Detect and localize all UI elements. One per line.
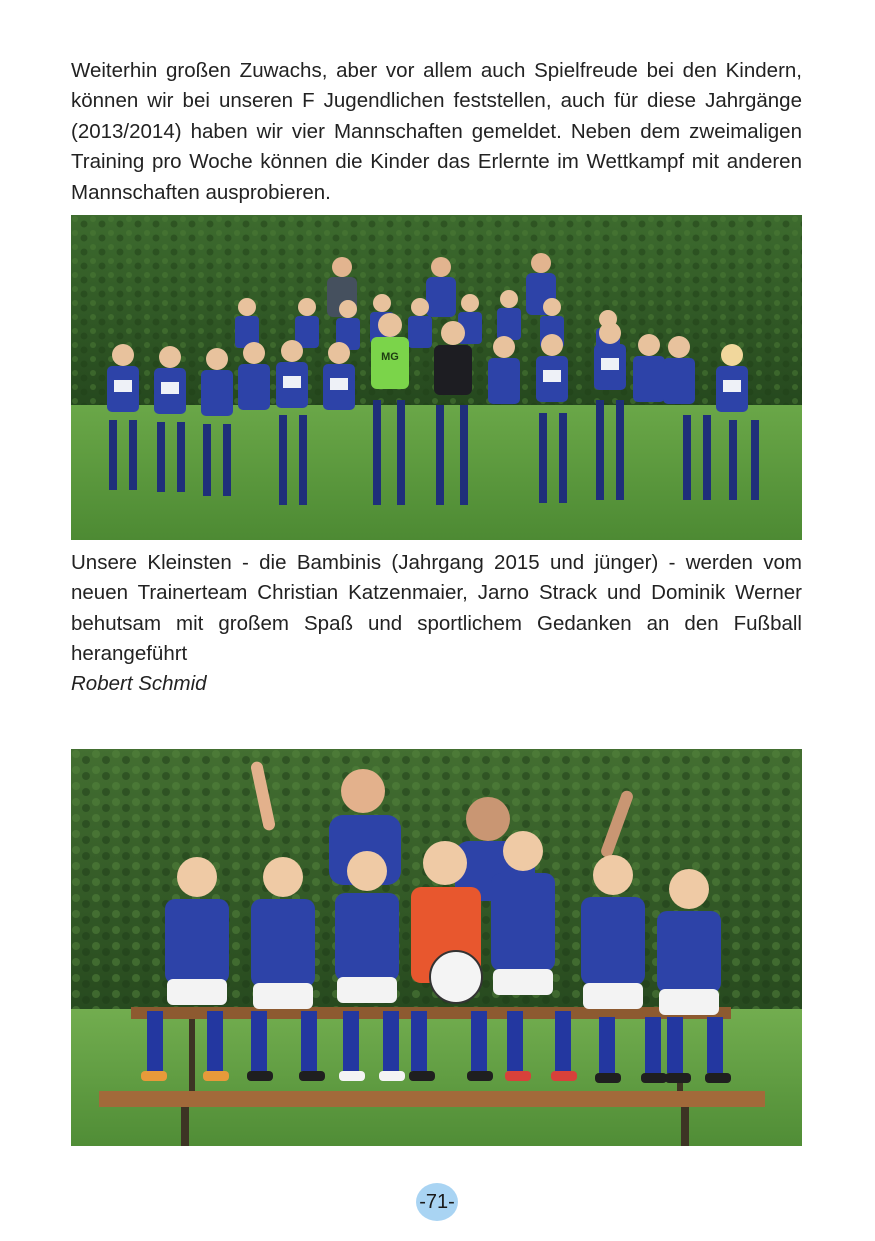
author-name: Robert Schmid	[71, 672, 207, 695]
page-number-badge: -71-	[416, 1183, 458, 1221]
f-youth-team-photo-graphic	[71, 215, 802, 540]
keeper-shirt-text: MG	[381, 351, 399, 363]
bambini-team-photo-graphic	[71, 749, 802, 1146]
bench-front	[99, 1091, 765, 1107]
f-youth-team-photo	[71, 215, 802, 540]
intro-paragraph: Weiterhin großen Zuwachs, aber vor allem auch Spielfreude bei den Kindern, können wir bei unseren F Jugendlichen feststellen, auch für diese Jahrgänge (2013/2014) haben wir vier Mannschaften gemeldet. Neben dem zweimaligen Training pro Woche können die Kinder das Erlernte im Wettkampf mit anderen Mannschaften ausprobieren.	[71, 59, 802, 204]
bambinis-paragraph: Unsere Kleinsten - die Bambinis (Jahrgang 2015 und jünger) - werden vom neuen Trainerteam Christian Katzenmaier, Jarno Strack und Dominik Werner behutsam mit großem Spaß und sportlichem Gedanken an den Fußball herangeführt	[71, 551, 802, 666]
bambini-team-photo	[71, 749, 802, 1146]
